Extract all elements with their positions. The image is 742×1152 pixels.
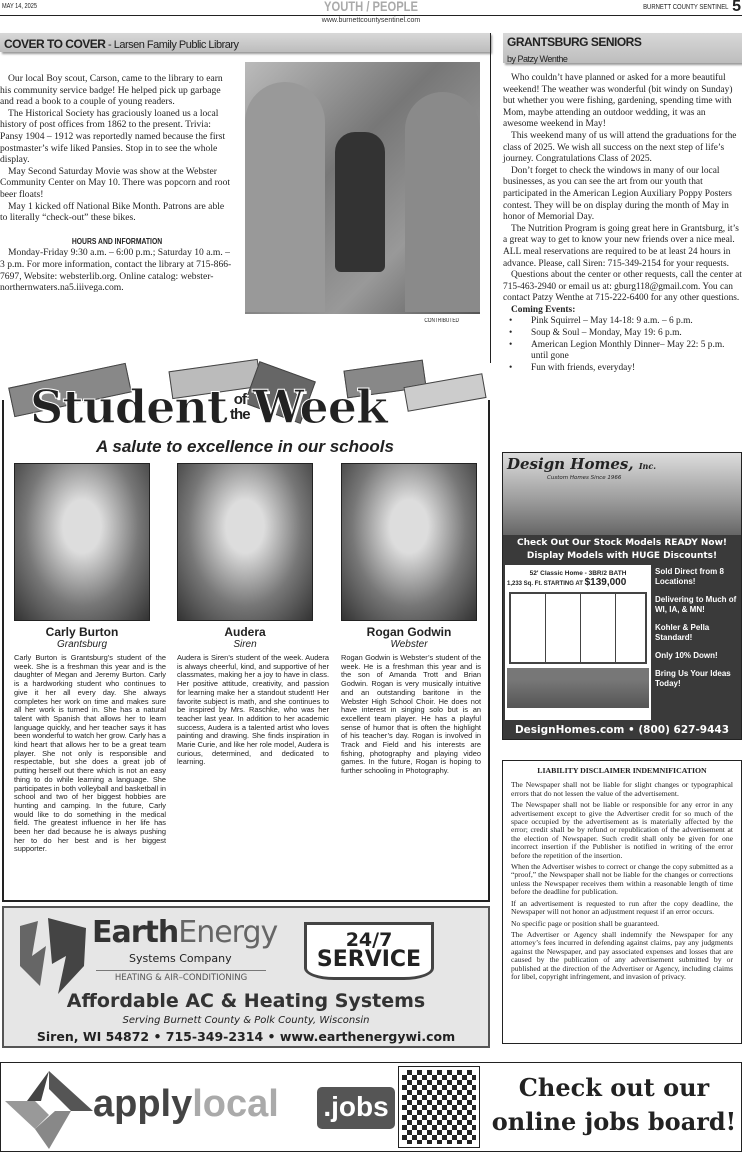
photo-figure bbox=[245, 82, 325, 312]
event-item: • Pink Squirrel – May 14-18: 9 a.m. – 6 p.m. bbox=[509, 316, 693, 327]
dh-tagline: Custom Homes Since 1966 bbox=[547, 475, 622, 481]
website-url[interactable]: www.burnettcountysentinel.com bbox=[321, 17, 421, 24]
seniors-article bbox=[503, 73, 742, 374]
column-divider bbox=[490, 33, 491, 363]
student-name: Audera bbox=[224, 625, 266, 639]
ee-contact: Siren, WI 54872 • 715-349-2314 • www.earthenergywi.com bbox=[36, 1029, 456, 1044]
dh-footer: DesignHomes.com • (800) 627-9443 bbox=[514, 724, 730, 736]
lightning-shield-icon bbox=[18, 916, 88, 996]
service-badge: 24/7 SERVICE bbox=[304, 922, 434, 980]
event-item: • American Legion Monthly Dinner– May 22: 5 p.m. until gone bbox=[509, 339, 725, 362]
seniors-byline: by Patzy Wenthe bbox=[507, 54, 568, 64]
paragraph: When the Advertiser wishes to correct or change the copy submitted as a “proof,” the Newspaper shall not be liable for the changes or corrections unless the Newspaper receives them within a reasonable length of time before the deadline for publication. bbox=[511, 862, 733, 897]
student-photo bbox=[14, 463, 150, 621]
earth-energy-ad[interactable] bbox=[2, 906, 490, 1048]
library-header bbox=[0, 33, 490, 52]
library-article bbox=[0, 73, 234, 294]
floorplan-drawing bbox=[509, 592, 647, 664]
paragraph: May 1 kicked off National Bike Month. Patrons are able to literally “check-out” these bikes. bbox=[0, 200, 225, 224]
paper-name: BURNETT COUNTY SENTINEL bbox=[642, 4, 728, 11]
paragraph: This weekend many of us will attend the graduations for the class of 2025. We wish all success on the next step of life’s journey. Congratulations Class of 2025. bbox=[503, 130, 737, 165]
student-name: Rogan Godwin bbox=[366, 625, 452, 639]
house-photo bbox=[503, 453, 741, 535]
library-kicker: COVER TO COVER bbox=[4, 37, 106, 51]
earth-energy-logo: EarthEnergy bbox=[92, 915, 278, 950]
paragraph: The Nutrition Program is going great here in Grantsburg, it’s a great way to get to know your new friends over a nice meal. ALL meal reservations are required to be at least 24 hours in advance. Please, call Siren: 715-349-2154 for your requests. bbox=[503, 223, 739, 269]
paragraph: The Advertiser or Agency shall indemnify the Newspaper for any attorney’s fees incurred in defending against claims, pay any judgments against the Newspaper, and pay associated expenses and losses that are caused by the publication of any advertisement submitted by or published at the direction of the Advertiser or Agency, including claims for libel, copyright infringement, and invasion of privacy. bbox=[511, 929, 733, 981]
student-photo bbox=[177, 463, 313, 621]
dh-price: $139,000 bbox=[584, 577, 627, 588]
company-line: Systems Company bbox=[129, 952, 232, 965]
applylocal-logo-icon bbox=[5, 1071, 93, 1149]
dh-bullets: Sold Direct from 8 Locations! Delivering to Much of WI, IA, & MN! Kohler & Pella Standard! Only 10% Down! Bring Us Your Ideas Today! bbox=[655, 567, 737, 688]
student-card bbox=[14, 463, 167, 854]
paragraph: Who couldn’t have planned or asked for a more beautiful weekend! The weather was wonderful (bit windy on Sunday) but whether you were fishing, gardening, spending time with Mom, maybe attending an outdoor wedding, it was an awesome weekend in May! bbox=[503, 73, 733, 130]
student-bio: Audera is Siren’s student of the week. Audera is always cheerful, kind, and supportive of her classmates, making her a joy to have in class. Her positive attitude, creativity, and passion for learning make her a standout student! Her favorite subject is math, and she continues to be inspired by Mrs. Raschke, who was her teacher last year. In addition to her academic success, Audera is a talented artist who loves painting and drawing. She finds inspiration in Marie Curie, and like her role model, Audera is curious, determined, and dedicated to learning. bbox=[177, 653, 329, 767]
sow-title: Student of the Week bbox=[30, 380, 387, 434]
liability-title: LIABILITY DISCLAIMER INDEMNIFICATION bbox=[537, 766, 707, 775]
paragraph: No specific page or position shall be guaranteed. bbox=[511, 918, 660, 928]
applylocal-wordmark: applylocal bbox=[93, 1083, 279, 1125]
student-town: Grantsburg bbox=[56, 639, 108, 650]
photo-figure bbox=[405, 92, 480, 312]
student-photo bbox=[341, 463, 477, 621]
event-item: • Soup & Soul – Monday, May 19: 6 p.m. bbox=[509, 328, 682, 339]
dh-banner: Check Out Our Stock Models READY Now! Display Models with HUGE Discounts! bbox=[516, 538, 728, 561]
library-photo bbox=[245, 62, 480, 314]
paragraph: The Historical Society has graciously loaned us a local history of post offices from 1862 to the present. Trivia: Pansy 1904 – 1912 was reportedly named because the first postmaster’s wife liked Pansies. Stop in to see the whole display. bbox=[0, 107, 226, 166]
photo-figure bbox=[335, 132, 385, 272]
ee-serving: Serving Burnett County & Polk County, Wisconsin bbox=[122, 1015, 370, 1026]
paragraph: Questions about the center or other requests, call the center at 715-463-2940 or email us at: gburg118@gmail.com. You can contact Patzy Wenthe at 715-222-6400 for any other questions. bbox=[503, 270, 742, 304]
event-item: • Fun with friends, everyday! bbox=[509, 362, 636, 373]
dh-floorplan: 52' Classic Home - 3BR/2 BATH 1,233 Sq. Ft. STARTING AT $139,000 bbox=[505, 565, 651, 720]
student-town: Webster bbox=[390, 639, 428, 650]
liability-disclaimer bbox=[502, 760, 742, 1044]
seniors-title: GRANTSBURG SENIORS bbox=[507, 35, 642, 49]
paragraph: The Newspaper shall not be liable for slight changes or typographical errors that do not lessen the value of the advertisement. bbox=[511, 780, 733, 798]
student-card bbox=[177, 463, 329, 767]
library-title: - Larsen Family Public Library bbox=[105, 39, 239, 51]
jobs-board-cta: Check out our online jobs board! bbox=[491, 1073, 737, 1136]
design-homes-ad[interactable] bbox=[502, 452, 742, 740]
events-heading: Coming Events: bbox=[511, 304, 576, 315]
paragraph: If an advertisement is requested to run after the copy deadline, the Newspaper will not honor an adjustment request if an error occurs. bbox=[511, 898, 733, 917]
student-name: Carly Burton bbox=[45, 625, 119, 639]
qr-code[interactable] bbox=[399, 1067, 479, 1147]
ee-headline: Affordable AC & Heating Systems bbox=[66, 990, 426, 1012]
photo-credit: CONTRIBUTED bbox=[424, 318, 460, 324]
student-bio: Rogan Godwin is Webster’s student of the week. He is a freshman this year and is the son of Amanda Trott and Brian Godwin. Rogan is very musically intuitive and an outstanding baritone in the Webster High School Choir. He does not have interest in singing solo but is an excellent team player. He has a playful sense of humor that is often the highlight of his teacher’s day. Rogan is involved in Track and Field and his interests are fishing, photography and playing video games. In the future, Rogan is hoping to further schooling in Photography. bbox=[341, 653, 481, 776]
student-bio: Carly Burton is Grantsburg’s student of the week. She is a freshman this year and is the daughter of Megan and Jeremy Burton. Carly is a hardworking student who continues to give it her all every day. She always completes her work on time and makes sure all her work is turned in. She has a natural talent with Spanish that allows her to learn language quickly, and her teacher says it has been wonderful to watch her grow. Carly has a kind heart that allows her to be a great team player. She not only is responsible and respectable, but she does a great job of putting herself out there which is not an easy thing to do while learning a language. She participates in both volleyball and basketball in school and two of her biggest hobbies are hunting and camping. In the future, Carly would like to do something in the medical field. The greatest influence in her life has been her dad because he is always pushing her to do her best and is her biggest supporter. bbox=[14, 653, 167, 854]
apply-local-ad[interactable] bbox=[0, 1062, 742, 1152]
page-number: 5 bbox=[732, 0, 741, 15]
student-town: Siren bbox=[233, 639, 257, 650]
section-title: YOUTH / PEOPLE bbox=[324, 0, 418, 14]
sow-subtitle: A salute to excellence in our schools bbox=[96, 437, 394, 456]
hours-heading: HOURS AND INFORMATION bbox=[71, 236, 163, 246]
student-card bbox=[341, 463, 481, 776]
paragraph: Our local Boy scout, Carson, came to the library to earn his community service badge! He helped pick up garbage and read a book to a couple of young readers. bbox=[0, 73, 223, 108]
paragraph: The Newspaper shall not be liable or responsible for any error in any advertisement except to give the Advertiser credit for so much of the space occupied by the advertisement as is materially affected by the error; credit shall be by refund or republication of the advertisement at the election of Newspaper. Such credit shall only be given for one incorrect insertion if the Publisher is notified in writing of the error before the repetition of the insertion. bbox=[511, 800, 733, 860]
service-line: HEATING & AIR–CONDITIONING bbox=[96, 970, 266, 984]
issue-date: MAY 14, 2025 bbox=[2, 3, 37, 10]
house-front-photo bbox=[507, 668, 649, 708]
paragraph: May Second Saturday Movie was show at the Webster Community Center on May 10. There was popcorn and root beer floats! bbox=[0, 165, 231, 200]
design-homes-logo: Design Homes, Inc. bbox=[507, 455, 657, 473]
hours-text: Monday-Friday 9:30 a.m. – 6:00 p.m.; Saturday 10 a.m. – 3 p.m. For more information, contact the library at 715-866-7697, Website: websterlib.org. Online catalog: webster-northernwaters.na5.iiivega.com. bbox=[0, 247, 232, 294]
jobs-badge: .jobs bbox=[317, 1087, 395, 1129]
paragraph: Don’t forget to check the windows in many of our local businesses, as you can see the art from our youth that participated in the American Legion Auxiliary Poppy Posters contest. They will be on display during the month of May in honor of Memorial Day. bbox=[503, 165, 732, 223]
seniors-header bbox=[503, 33, 742, 63]
